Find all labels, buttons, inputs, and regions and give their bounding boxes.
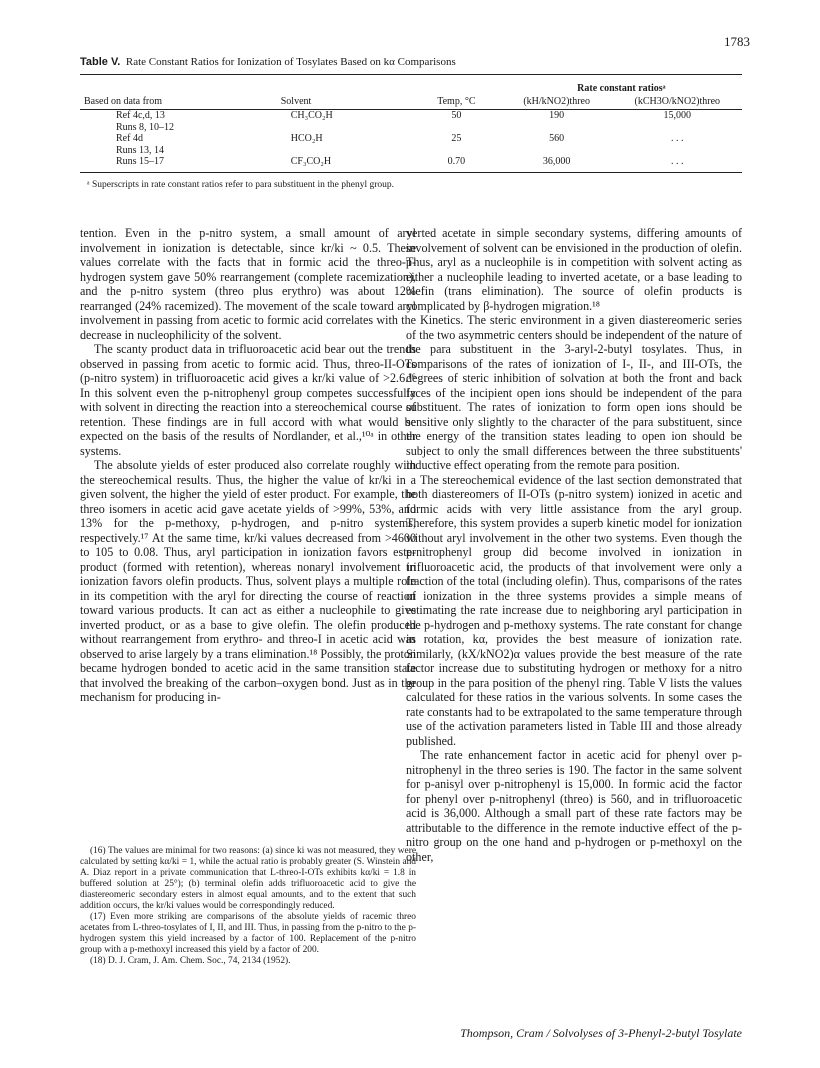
col-header-source: Based on data from xyxy=(80,94,231,110)
cell-solvent: CF₃CO₂H xyxy=(231,156,412,172)
cell-temp: 0.70 xyxy=(412,156,501,172)
col-header-solvent: Solvent xyxy=(231,94,412,110)
cell-source: Ref 4c,d, 13 xyxy=(116,110,165,121)
cell-solvent: CH₃CO₂H xyxy=(290,110,333,121)
rate-ratio-table xyxy=(80,74,742,173)
col-header-temp: Temp, °C xyxy=(412,94,501,110)
cell-ratio-h: 36,000 xyxy=(501,156,613,172)
cell-solvent xyxy=(231,145,412,157)
cell-source: Runs 8, 10–12 xyxy=(116,121,175,133)
cell-ratio-ch3o: 15,000 xyxy=(663,110,692,121)
page-number: 1783 xyxy=(724,34,750,49)
cell-temp: 50 xyxy=(451,110,462,121)
table-row xyxy=(80,133,742,145)
reference-16: (16) The values are minimal for two reasons: (a) since ki was not measured, they were calculated by setting kα/ki = 1, while the actual ratio is probably greater (S. Winstein and A. Diaz report in a private communication that L-threo-I-OTs exhibits kα/ki = 1.8 in buffered solution at 25°); (b) terminal olefin adds trifluoroacetic acid to give the diastereomeric secondary esters in almost equal amounts, and to the extent that such addition occurs, the kr/ki values would be correspondingly reduced. xyxy=(80,846,416,911)
cell-ratio-h: 190 xyxy=(549,110,565,121)
reference-18: (18) D. J. Cram, J. Am. Chem. Soc., 74, 2134 (1952). xyxy=(90,956,291,966)
cell-ratio-ch3o xyxy=(613,145,742,157)
col-header-ratio-ch3o: (kCH3O/kNO2)threo xyxy=(613,94,742,110)
paragraph-kinetics: Kinetics. The steric environment in a given diastereomeric series of the two asymmetric centers should be independent of the nature of the para substituent in the 3-aryl-2-butyl tosylates. Thus, in comparisons of the rates of ionization of I-, II-, and III-OTs, the degrees of steric inhibition of solvation at both the front and back faces of the incipient open ions should be independent of the para substituent. The rates of ionization to form open ions should be sensitive only slightly to the character of the para substituent, since the energy of the transition states leading to open ion should be subject to only the small differences between the three substituents' inductive effect operating from the remote para position. xyxy=(406,313,742,472)
paragraph: verted acetate in simple secondary systems, differing amounts of involvement of solvent can be envisioned in the production of olefin. Thus, aryl as a nucleophile is in competition with solvent acting as either a nucleophile leading to inverted acetate, or a base leading to olefin (trans elimination). The source of olefin products is complicated by β-hydrogen migration.¹⁸ xyxy=(406,226,742,313)
cell-source: Runs 13, 14 xyxy=(116,144,165,156)
table-footnote: ᵃ Superscripts in rate constant ratios refer to para substituent in the phenyl group. xyxy=(87,180,395,190)
cell-ratio-ch3o xyxy=(613,122,742,134)
cell-ratio-h xyxy=(501,145,613,157)
running-footer: Thompson, Cram / Solvolyses of 3-Phenyl-2-butyl Tosylate xyxy=(460,1026,742,1040)
paragraph: The absolute yields of ester produced also correlate roughly with the stereochemical results. Thus, the higher the value of kr/ki in a given solvent, the higher the yield of ester product. For example, the threo isomers in acetic acid gave acetate yields of >99%, 53%, and 13% for the p-methoxy, p-hydrogen, and p-nitro systems, respectively.¹⁷ At the same time, kr/ki values decreased from >4600 to 105 to 0.08. Thus, aryl participation in ionization favors ester product (formed with retention), whereas nonaryl involvement in ionization favors olefin products. Thus, solvent plays a multiple role in its competition with the aryl for directing the course of reaction toward various products. It can act as either a nucleophile to give inverted product, or as a base to give olefin. The olefin produced without rearrangement from erythro- and threo-I in acetic acid was observed to arise largely by a trans elimination.¹⁸ Possibly, the proton became hydrogen bonded to acetic acid in the same transition state that involved the breaking of the carbon–oxygen bond. Just as in the mechanism for producing in- xyxy=(80,458,416,704)
cell-solvent xyxy=(231,122,412,134)
col-header-ratio-h: (kH/kNO2)threo xyxy=(501,94,613,110)
table-row xyxy=(80,122,742,134)
reference-17: (17) Even more striking are comparisons of the absolute yields of racemic threo acetates from L-threo-tosylates of I, II, and III. Thus, in passing from the p-nitro to the p-hydrogen system this yield increased by a factor of 100. Replacement of the p-nitro group with a p-methoxyl increased this yield by a factor of 200. xyxy=(80,912,416,955)
paragraph: tention. Even in the p-nitro system, a small amount of aryl involvement in ionization is detectable, since kr/ki ~ 0.5. These values correlate with the facts that in formic acid the threo-p-hydrogen system gave 50% rearrangement (complete racemization), and the p-nitro system (threo plus erythro) was about 12% rearranged (24% racemized). The movement of the scale toward aryl involvement in passing from acetic to formic acid correlates with the decrease in nucleophilicity of the solvent. xyxy=(80,226,416,342)
table-row xyxy=(80,156,742,172)
paragraph: The stereochemical evidence of the last section demonstrated that both diastereomers of II-OTs (p-nitro system) ionized in acetic and formic acids with very little assistance from the aryl group. Therefore, this system provides a superb kinetic model for ionization without aryl involvement in the other two systems. Even though the p-nitrophenyl group did become involved in ionization in trifluoroacetic acid, the products of that involvement were only a fraction of the total (including olefin). Thus, comparisons of the rates of ionization in the three systems provides a simple means of estimating the rate increase due to neighboring aryl participation in the p-hydrogen and p-methoxy systems. The rate constant for change in rotation, kα, provides the best measure of ionization rate. Similarly, (kX/kNO2)α values provide the best measure of the rate factor increase due to substituting hydrogen or methoxy for a nitro group in the para position of the phenyl ring. Table V lists the values calculated for these ratios in the various solvents. In some cases the rate constants had to be extrapolated to the same temperature through use of the activation parameters listed in Table III and those already published. xyxy=(406,472,742,748)
group-header: Rate constant ratiosᵃ xyxy=(577,83,666,94)
table-row xyxy=(80,145,742,157)
cell-source: Ref 4d xyxy=(116,133,143,144)
references xyxy=(80,846,416,967)
paragraph: The rate enhancement factor in acetic acid for phenyl over p-nitrophenyl in the threo series is 190. The factor in the same solvent for p-anisyl over p-nitrophenyl is 15,000. In formic acid the factor for phenyl over p-nitrophenyl (threo) is 560, and in trifluoroacetic acid is 36,000. Although a small part of these rate factors may be attributable to the difference in the remote inductive effect of the p-nitro group on the one hand and p-hydrogen or p-methoxyl on the other, xyxy=(406,748,742,864)
table-caption xyxy=(80,56,456,68)
cell-ratio-h xyxy=(501,122,613,134)
cell-ratio-ch3o: . . . xyxy=(613,156,742,172)
table-label: Table V. xyxy=(80,56,121,68)
cell-ratio-ch3o: . . . xyxy=(671,133,684,144)
cell-ratio-h: 560 xyxy=(549,133,565,144)
cell-temp: 25 xyxy=(451,133,462,144)
cell-temp xyxy=(412,122,501,134)
cell-source: Runs 15–17 xyxy=(80,156,231,172)
table-title: Rate Constant Ratios for Ionization of Tosylates Based on kα Comparisons xyxy=(125,56,456,68)
right-column xyxy=(406,226,742,864)
cell-temp xyxy=(412,145,501,157)
left-column xyxy=(80,226,416,705)
cell-solvent: HCO₂H xyxy=(290,133,323,144)
paragraph: The scanty product data in trifluoroacetic acid bear out the trends observed in passing from acetic to formic acid. Thus, threo-II-OTs (p-nitro system) in trifluoroacetic acid gives a kr/ki value of >2.6.¹⁶ In this solvent even the p-nitrophenyl group competes successfully with solvent in directing the reaction into a stereochemical course of retention. These findings are in full accord with what would be expected on the basis of the results of Nordlander, et al.,¹⁰ᵃ in other systems. xyxy=(80,342,416,458)
table-row xyxy=(80,110,742,122)
